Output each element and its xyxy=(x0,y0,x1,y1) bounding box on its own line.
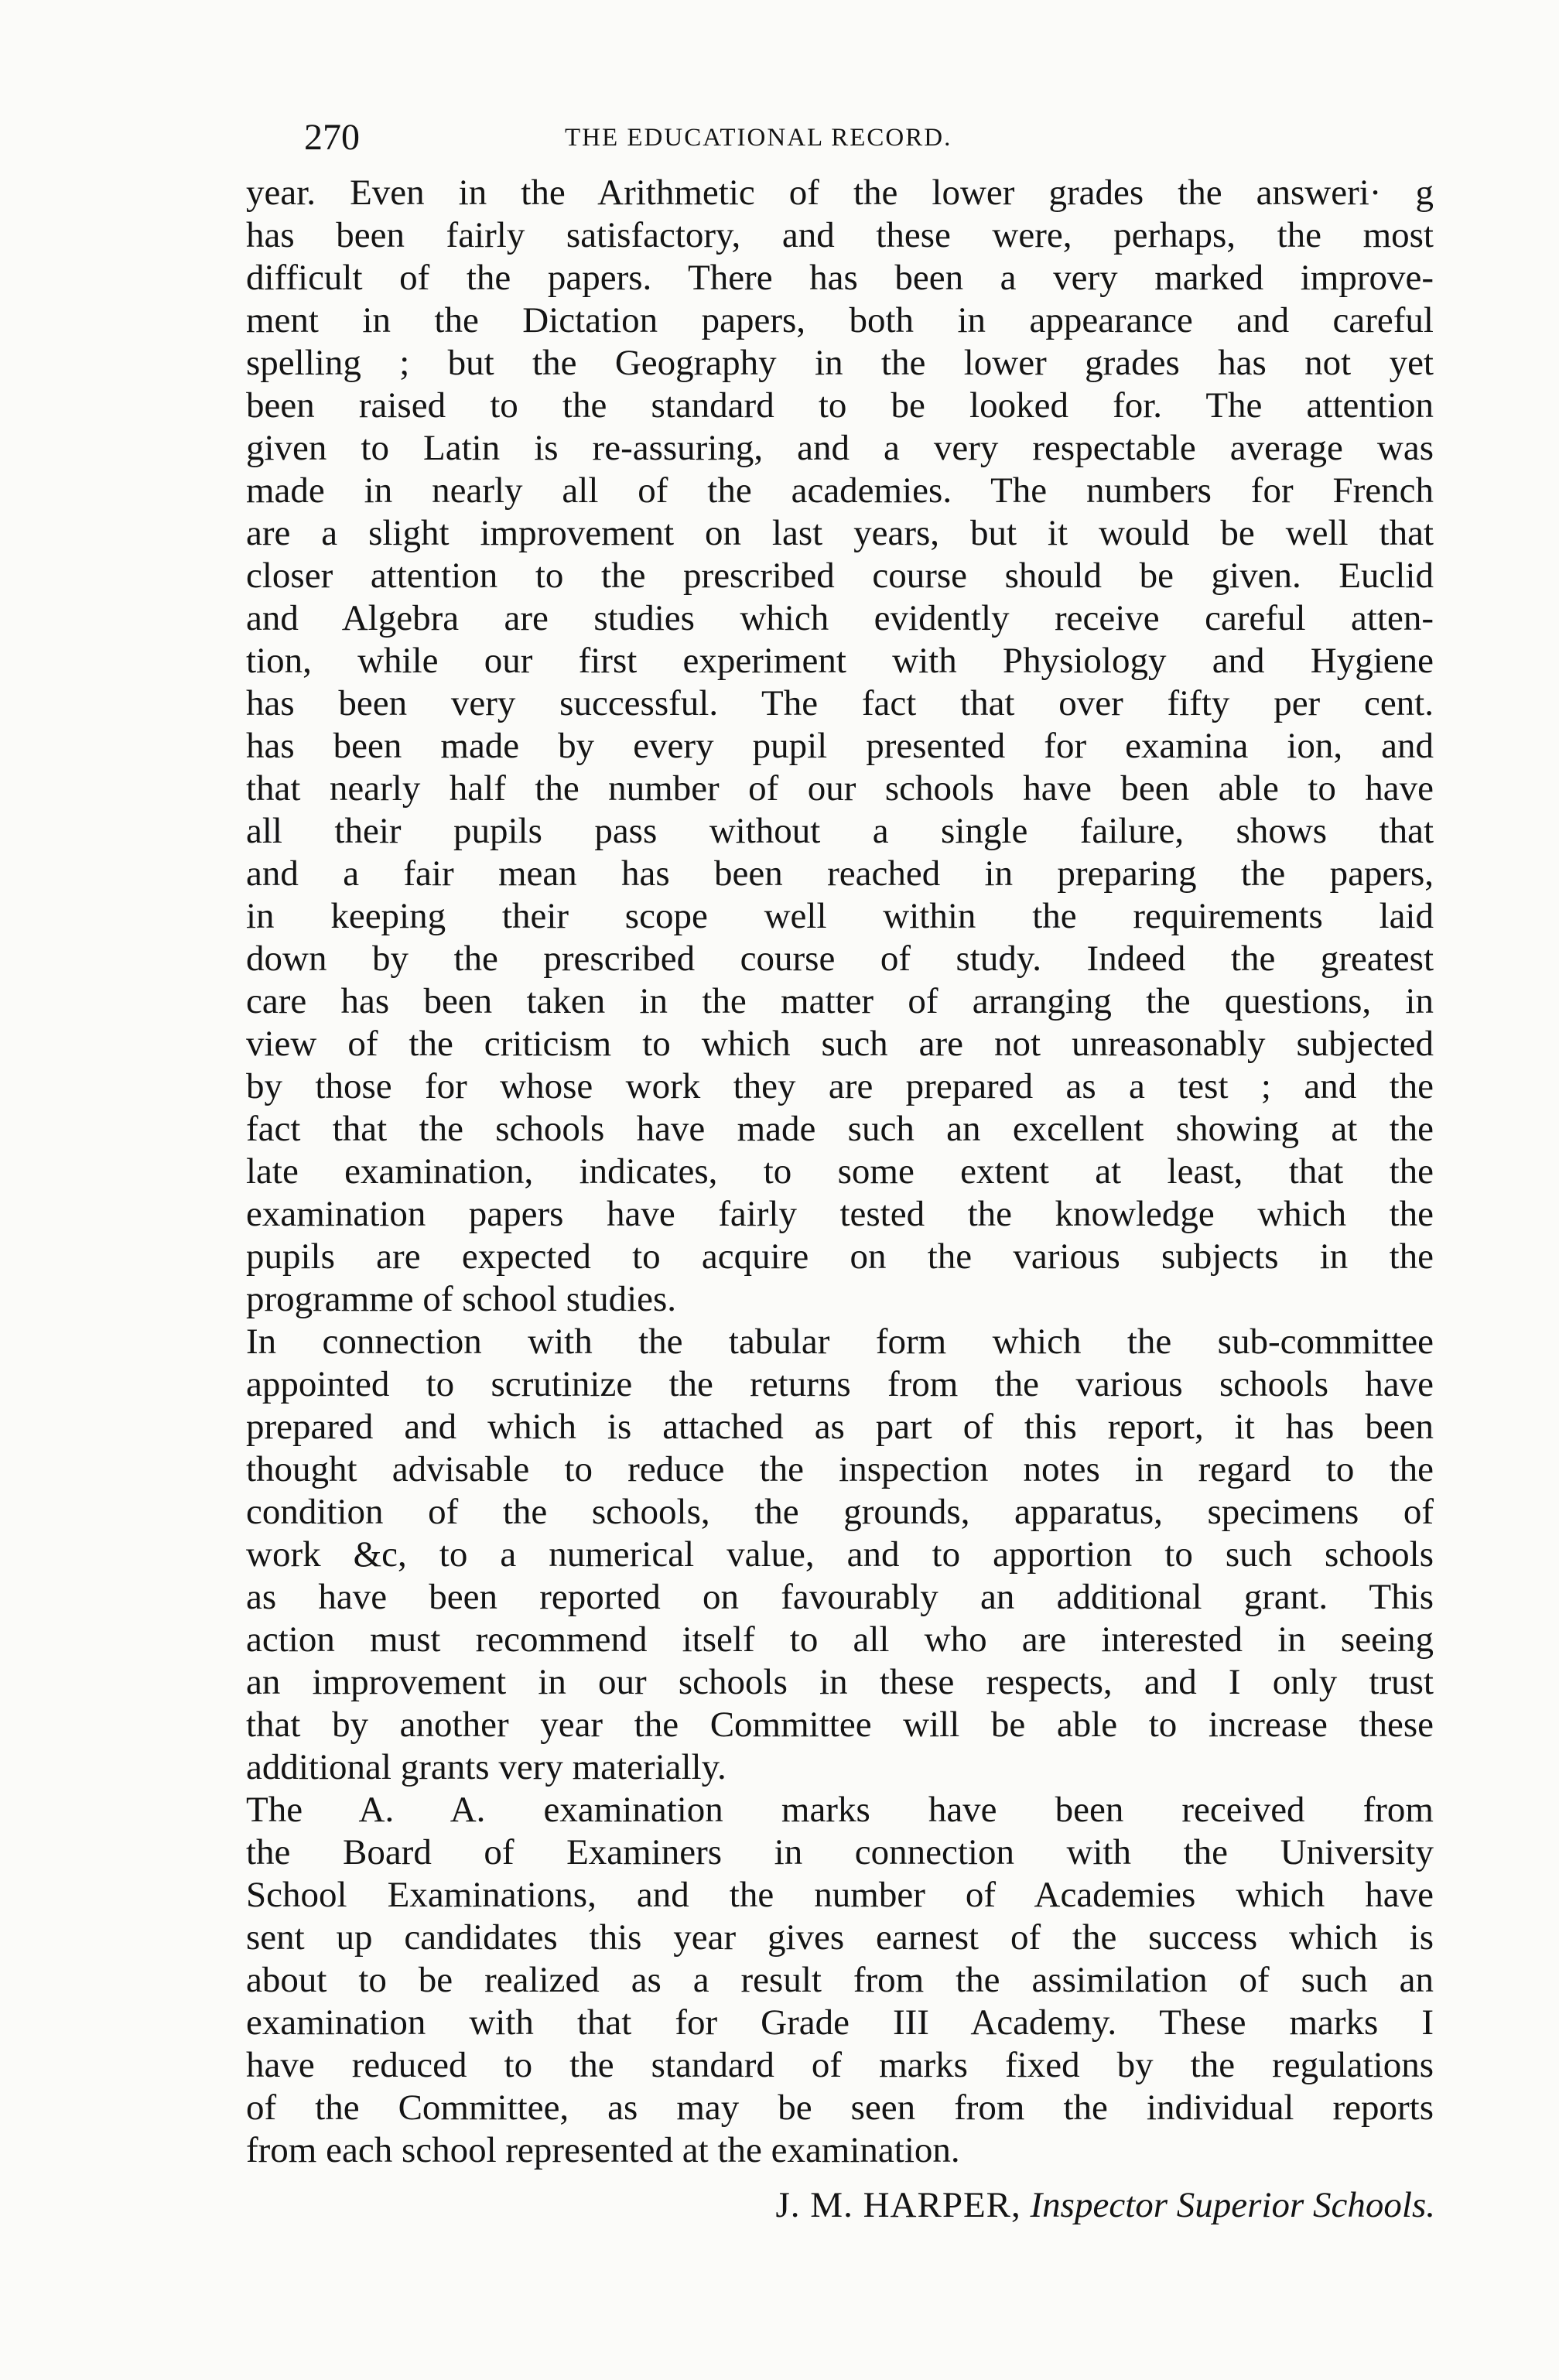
text-line: year. Even in the Arithmetic of the lower grades the answeri· g xyxy=(246,173,1434,213)
article-body xyxy=(246,172,1434,2172)
text-line: condition of the schools, the grounds, apparatus, specimens of xyxy=(246,1492,1434,1532)
text-line: are a slight improvement on last years, but it would be well that xyxy=(246,513,1434,553)
text-line: examination with that for Grade III Academy. These marks I xyxy=(246,2002,1434,2043)
running-head: THE EDUCATIONAL RECORD. xyxy=(565,124,952,152)
text-line: sent up candidates this year gives earnest of the success which is xyxy=(246,1917,1434,1958)
text-line: action must recommend itself to all who are interested in seeing xyxy=(246,1619,1434,1660)
text-line: additional grants very materially. xyxy=(246,1747,727,1787)
text-line: late examination, indicates, to some extent at least, that the xyxy=(246,1151,1434,1192)
text-line: as have been reported on favourably an additional grant. This xyxy=(246,1577,1434,1617)
text-line: down by the prescribed course of study. Indeed the greatest xyxy=(246,939,1434,979)
text-line: from each school represented at the examination. xyxy=(246,2130,960,2170)
text-line: closer attention to the prescribed course should be given. Euclid xyxy=(246,556,1434,596)
text-line: School Examinations, and the number of Academies which have xyxy=(246,1875,1434,1915)
text-line: and Algebra are studies which evidently receive careful atten- xyxy=(246,598,1434,638)
text-line: view of the criticism to which such are not unreasonably subjected xyxy=(246,1024,1434,1064)
text-line: care has been taken in the matter of arranging the questions, in xyxy=(246,981,1434,1021)
text-line: made in nearly all of the academies. The numbers for French xyxy=(246,470,1434,511)
text-line: programme of school studies. xyxy=(246,1279,677,1319)
signature-title: Inspector Superior Schools. xyxy=(1030,2185,1435,2225)
page-number: 270 xyxy=(304,117,360,158)
text-line: fact that the schools have made such an excellent showing at the xyxy=(246,1109,1434,1149)
text-line: work &c, to a numerical value, and to apportion to such schools xyxy=(246,1534,1434,1575)
text-line: spelling ; but the Geography in the lower grades has not yet xyxy=(246,343,1434,383)
text-line: the Board of Examiners in connection with the University xyxy=(246,1832,1434,1872)
text-line: all their pupils pass without a single failure, shows that xyxy=(246,811,1434,851)
text-line: difficult of the papers. There has been a very marked improve- xyxy=(246,258,1434,298)
text-line: appointed to scrutinize the returns from the various schools have xyxy=(246,1364,1434,1404)
text-line: has been fairly satisfactory, and these were, perhaps, the most xyxy=(246,215,1434,255)
text-line: by those for whose work they are prepared as a test ; and the xyxy=(246,1066,1434,1106)
text-line: thought advisable to reduce the inspection notes in regard to the xyxy=(246,1449,1434,1489)
text-line: have reduced to the standard of marks fixed by the regulations xyxy=(246,2045,1434,2085)
text-line: about to be realized as a result from the assimilation of such an xyxy=(246,1960,1434,2000)
text-line: an improvement in our schools in these respects, and I only trust xyxy=(246,1662,1434,1702)
text-line: and a fair mean has been reached in preparing the papers, xyxy=(246,853,1434,894)
text-line: of the Committee, as may be seen from the individual reports xyxy=(246,2088,1434,2128)
page-header xyxy=(0,115,1559,161)
text-line: ment in the Dictation papers, both in appearance and careful xyxy=(246,300,1434,340)
text-line: tion, while our first experiment with Physiology and Hygiene xyxy=(246,641,1434,681)
signature-name: J. M. HARPER, xyxy=(775,2185,1021,2225)
text-line: that by another year the Committee will be able to increase these xyxy=(246,1705,1434,1745)
text-line: been raised to the standard to be looked for. The attention xyxy=(246,385,1434,426)
text-line: has been very successful. The fact that over fifty per cent. xyxy=(246,683,1434,723)
signature xyxy=(776,2182,1436,2228)
text-line: prepared and which is attached as part of this report, it has been xyxy=(246,1407,1434,1447)
text-line: In connection with the tabular form which the sub-committee xyxy=(246,1322,1434,1362)
text-line: given to Latin is re-assuring, and a very respectable average was xyxy=(246,428,1434,468)
text-line: that nearly half the number of our schools have been able to have xyxy=(246,768,1434,809)
text-line: in keeping their scope well within the requirements laid xyxy=(246,896,1434,936)
text-line: examination papers have fairly tested the knowledge which the xyxy=(246,1194,1434,1234)
text-line: The A. A. examination marks have been received from xyxy=(246,1790,1434,1830)
text-line: has been made by every pupil presented for examina ion, and xyxy=(246,726,1434,766)
text-line: pupils are expected to acquire on the various subjects in the xyxy=(246,1236,1434,1277)
